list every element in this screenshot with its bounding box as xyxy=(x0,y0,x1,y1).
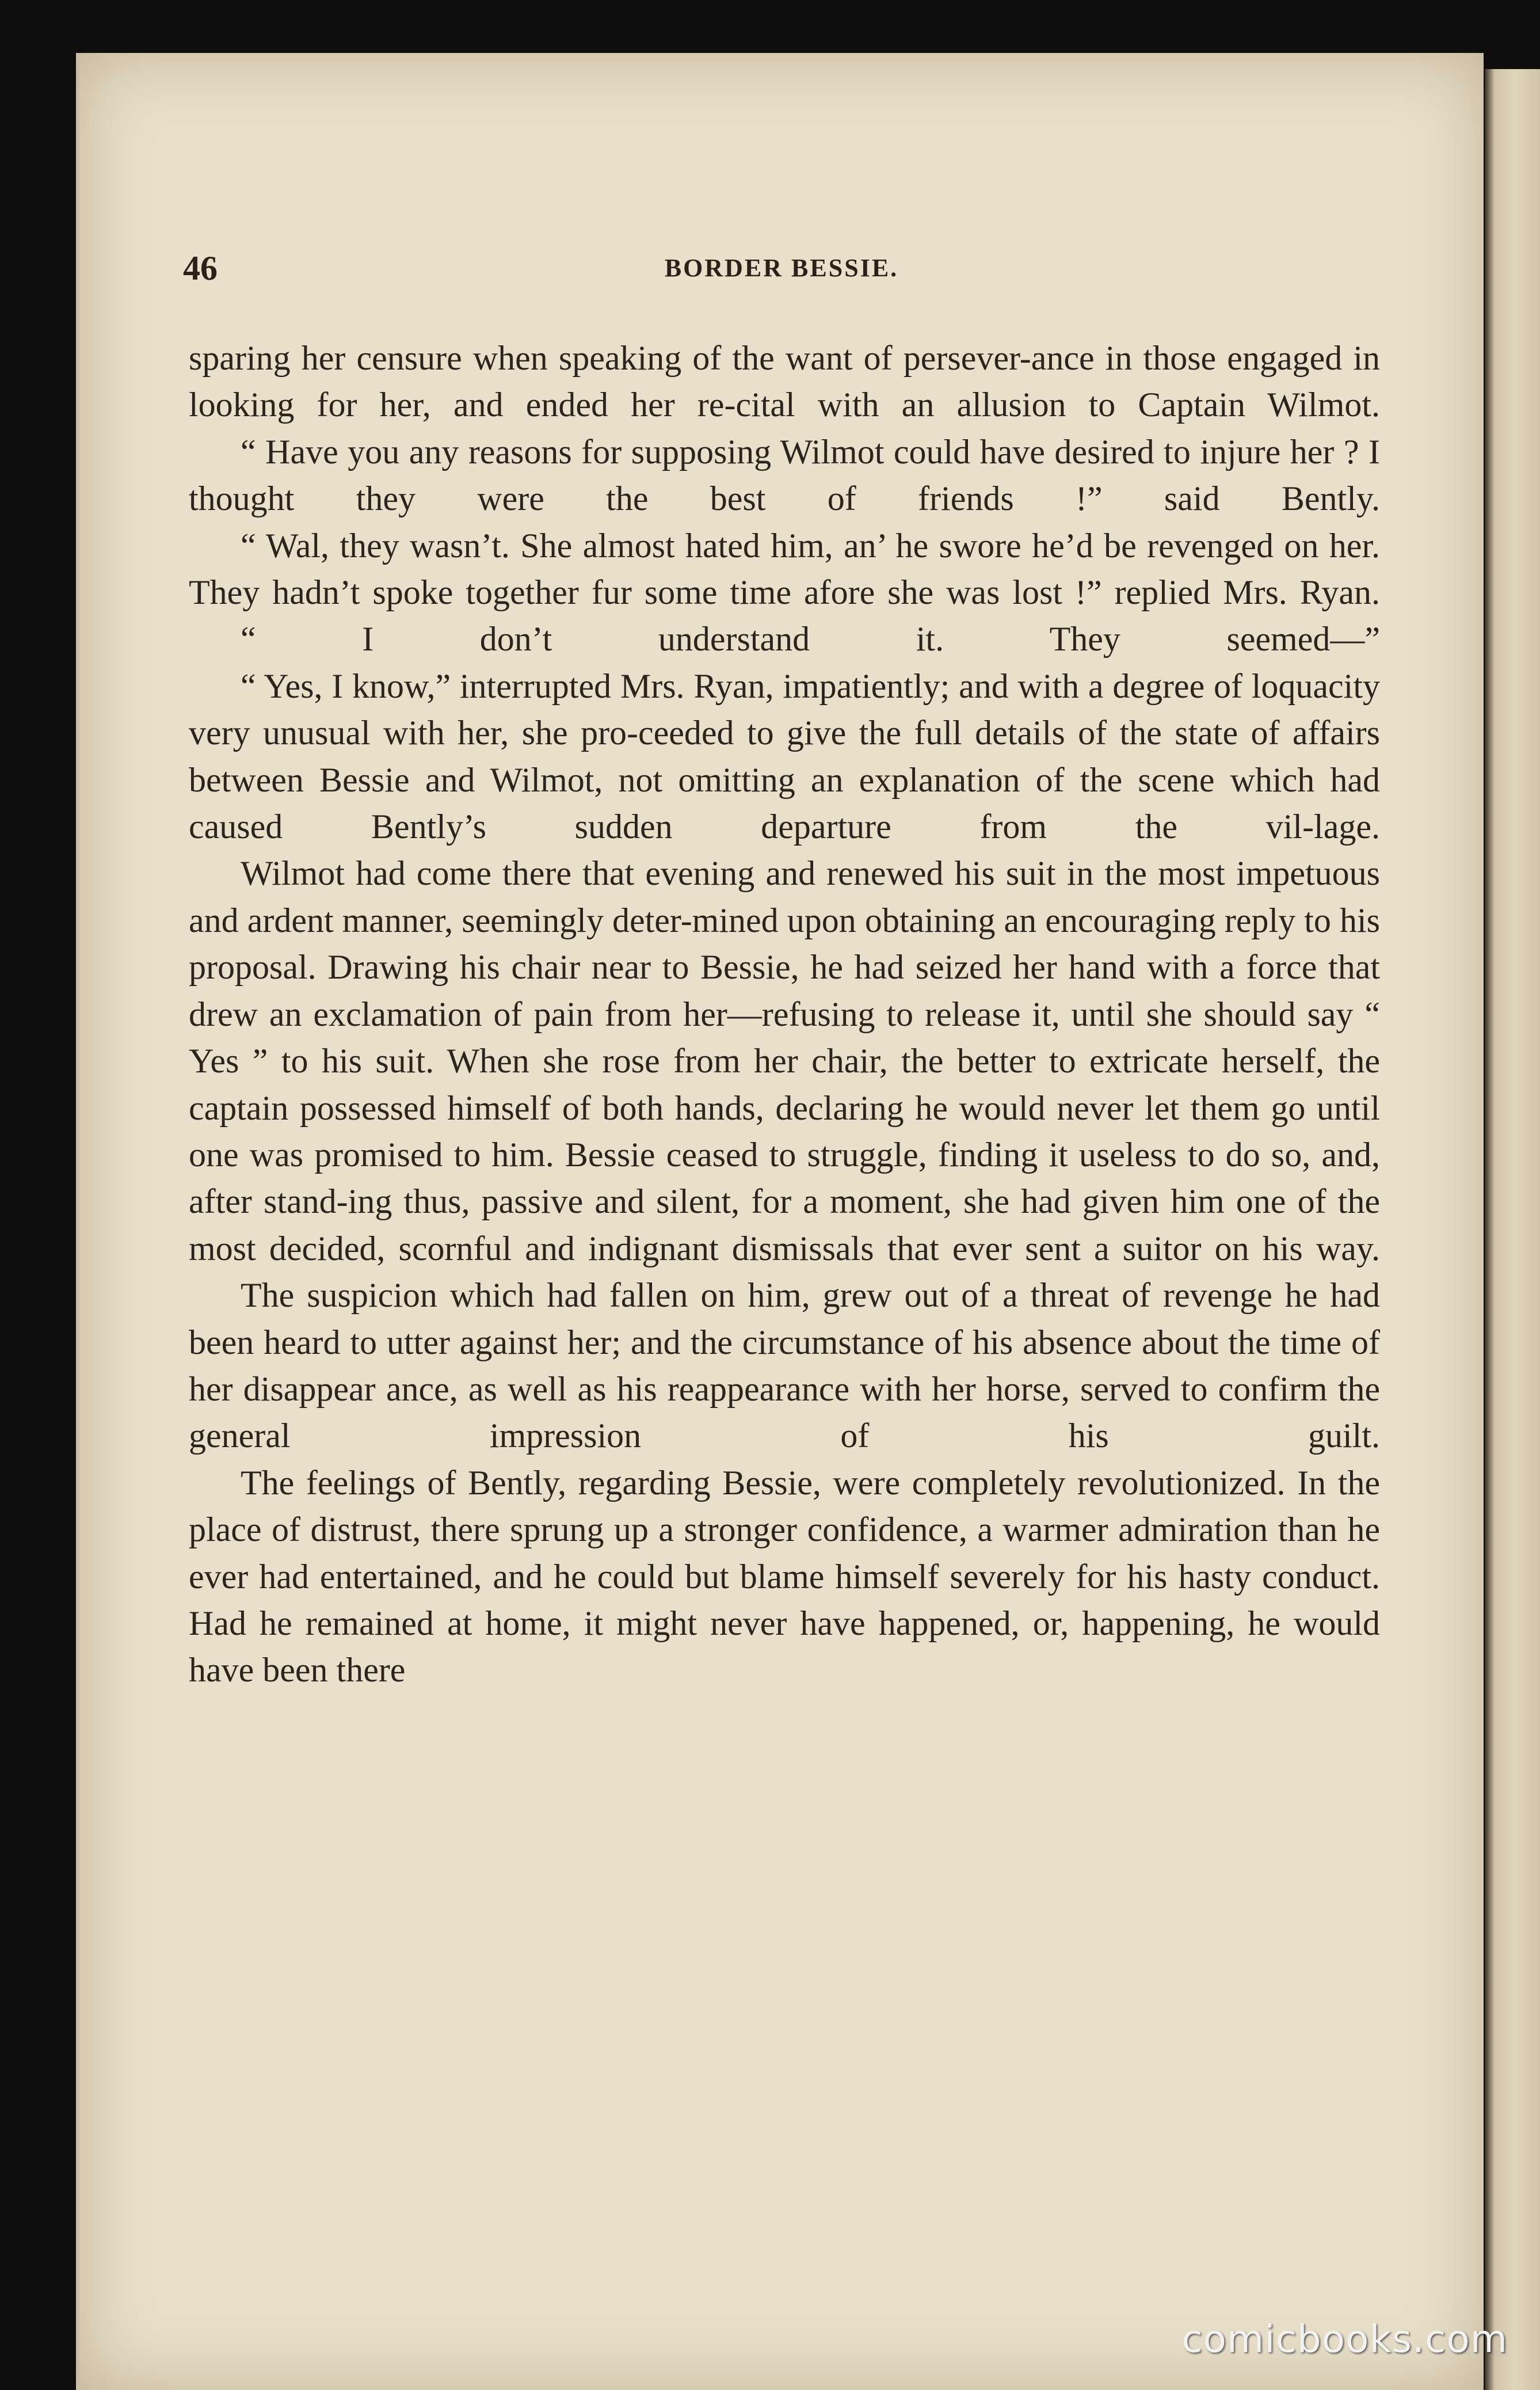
paragraph-3: “ Wal, they wasn’t. She almost hated him, an’ he swore he’d be revenged on her. They hadn’t spoke together fur some time afore she was lost !” replied Mrs. Ryan. xyxy=(189,526,1380,612)
book-page xyxy=(76,53,1484,2390)
paragraph-2: “ Have you any reasons for supposing Wilmot could have desired to injure her ? I thought they were the best of friends !” said Bently. xyxy=(189,432,1380,518)
book-spine-edge xyxy=(1485,69,1540,2390)
paragraph-6: Wilmot had come there that evening and renewed his suit in the most impetuous and ardent manner, seemingly deter-mined upon obtaining an encouraging reply to his proposal. Drawing his chair near to Bessie, he had seized her hand with a force that drew an exclamation of pain from her—refusing to release it, until she should say “ Yes ” to his suit. When she rose from her chair, the better to extricate herself, the captain possessed himself of both hands, declaring he would never let them go until one was promised to him. Bessie ceased to struggle, finding it useless to do so, and, after stand-ing thus, passive and silent, for a moment, she had given him one of the most decided, scornful and indignant dismissals that ever sent a suitor on his way. xyxy=(189,854,1380,1268)
running-head xyxy=(79,249,1484,295)
paragraph-7: The suspicion which had fallen on him, grew out of a threat of revenge he had been heard to utter against her; and the circumstance of his absence about the time of her disappear ance, as well as his reappearance with her horse, served to confirm the general impression of his guilt. xyxy=(189,1276,1380,1455)
body-text xyxy=(189,335,1380,1694)
paragraph-4: “ I don’t understand it. They seemed—” xyxy=(241,620,1380,659)
paragraph-1: sparing her censure when speaking of the want of persever-ance in those engaged in looking for her, and ended her re-cital with an allusion to Captain Wilmot. xyxy=(189,339,1380,424)
running-title: BORDER BESSIE. xyxy=(664,254,899,282)
paragraph-8: The feelings of Bently, regarding Bessie, were completely revolutionized. In the place of distrust, there sprung up a stronger confidence, a warmer admiration than he ever had entertained, and he could but blame himself severely for his hasty conduct. Had he remained at home, it might never have happened, or, happening, he would have been there xyxy=(189,1463,1380,1689)
paragraph-5: “ Yes, I know,” interrupted Mrs. Ryan, impatiently; and with a degree of loquacity very unusual with her, she pro-ceeded to give the full details of the state of affairs between Bessie and Wilmot, not omitting an explanation of the scene which had caused Bently’s sudden departure from the vil-lage. xyxy=(189,667,1380,846)
watermark: comicbooks.com xyxy=(1181,2317,1508,2361)
page-number: 46 xyxy=(183,249,218,287)
